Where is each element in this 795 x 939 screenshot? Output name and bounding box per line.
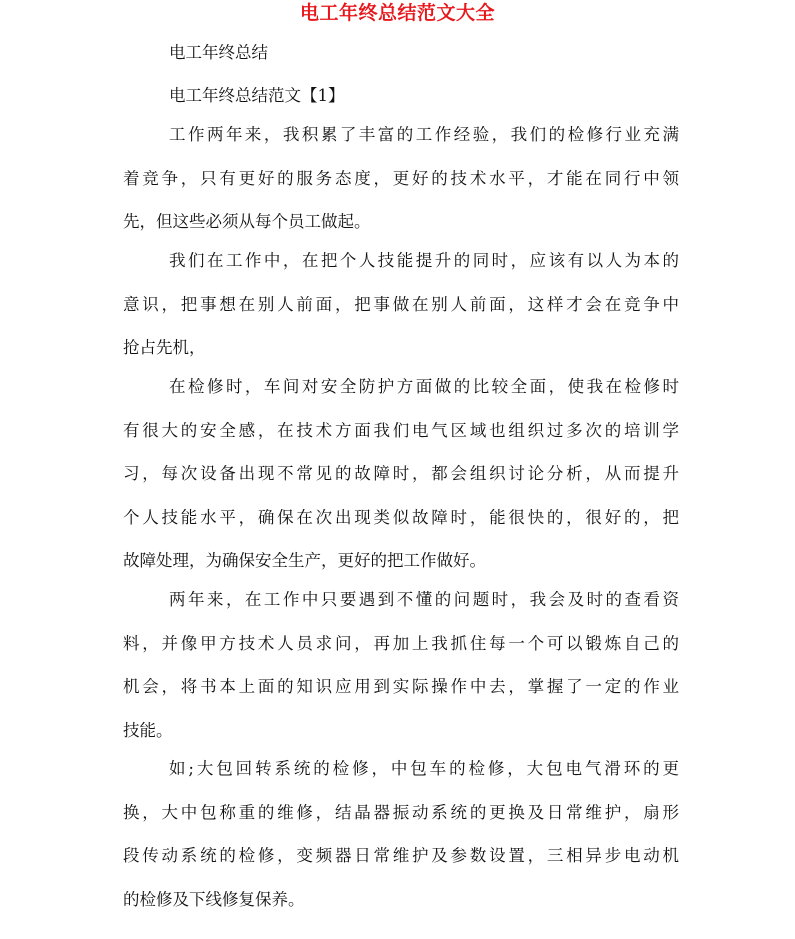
paragraph-line: 换，大中包称重的维修，结晶器振动系统的更换及日常维护，扇形: [123, 802, 679, 822]
paragraph-line: 段传动系统的检修，变频器日常维护及参数设置，三相异步电动机: [123, 846, 679, 865]
paragraph-line: 料，并像甲方技术人员求问，再加上我抓住每一个可以锻炼自己的: [123, 633, 679, 653]
section-heading: 电工年终总结: [169, 43, 268, 62]
paragraph-2: [123, 248, 679, 379]
section-subheading: 电工年终总结范文【1】: [169, 86, 345, 105]
paragraph-5: [123, 756, 679, 930]
paragraph-1: [123, 122, 679, 253]
paragraph-line: 故障处理，为确保安全生产，更好的把工作做好。: [123, 551, 486, 570]
paragraph-line: 工作两年来，我积累了丰富的工作经验，我们的检修行业充满: [169, 125, 679, 144]
paragraph-line: 技能。: [123, 720, 173, 740]
paragraph-line: 在检修时，车间对安全防护方面做的比较全面，使我在检修时: [169, 377, 679, 396]
paragraph-4: [123, 587, 679, 761]
paragraph-line: 如;大包回转系统的检修，中包车的检修，大包电气滑环的更: [169, 759, 679, 778]
paragraph-line: 两年来，在工作中只要遇到不懂的问题时，我会及时的查看资: [169, 590, 679, 609]
paragraph-line: 个人技能水平，确保在次出现类似故障时，能很快的，很好的，把: [123, 507, 679, 527]
paragraph-line: 机会，将书本上面的知识应用到实际操作中去，掌握了一定的作业: [123, 677, 679, 696]
paragraph-line: 意识，把事想在别人前面，把事做在别人前面，这样才会在竞争中: [123, 294, 679, 314]
paragraph-line: 的检修及下线修复保养。: [123, 889, 305, 909]
paragraph-line: 我们在工作中，在把个人技能提升的同时，应该有以人为本的: [169, 251, 679, 270]
paragraph-3: [123, 374, 679, 592]
paragraph-line: 习，每次设备出现不常见的故障时，都会组织讨论分析，从而提升: [123, 464, 679, 483]
paragraph-line: 先，但这些必须从每个员工做起。: [123, 212, 371, 231]
paragraph-line: 有很大的安全感，在技术方面我们电气区域也组织过多次的培训学: [123, 420, 679, 440]
paragraph-line: 着竞争，只有更好的服务态度，更好的技术水平，才能在同行中领: [123, 168, 679, 188]
document-title: 电工年终总结范文大全: [299, 2, 495, 24]
paragraph-line: 抢占先机，: [123, 338, 206, 357]
